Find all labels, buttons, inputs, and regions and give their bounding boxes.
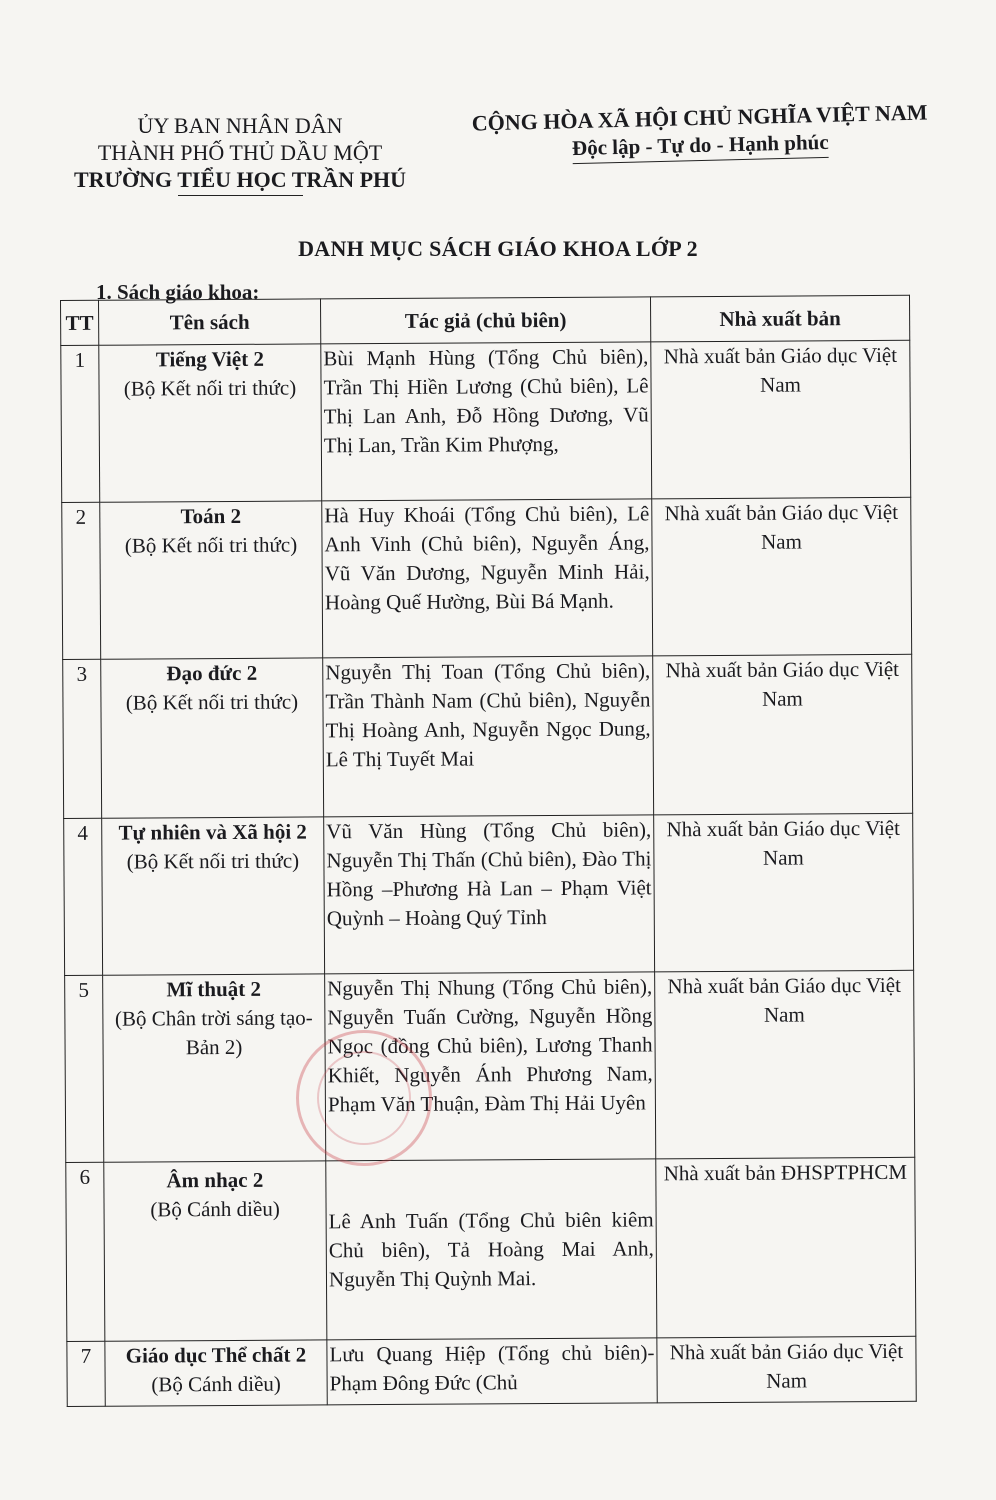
book-series: (Bộ Chân trời sáng tạo- Bản 2)	[114, 1005, 313, 1060]
book-series: (Bộ Kết nối tri thức)	[123, 375, 297, 401]
book-series: (Bộ Cánh diều)	[151, 1371, 281, 1397]
publisher: Nhà xuất bản Giáo dục Việt Nam	[651, 340, 911, 499]
publisher: Nhà xuất bản Giáo dục Việt Nam	[654, 813, 914, 972]
textbook-table	[60, 295, 917, 1407]
table-row	[63, 654, 913, 818]
book-series: (Bộ Kết nối tri thức)	[125, 689, 299, 715]
book-cell	[104, 1161, 327, 1341]
section-heading: 1. Sách giáo khoa:	[96, 280, 260, 304]
book-cell	[103, 974, 326, 1162]
header-left-underline	[178, 195, 303, 196]
row-number: 6	[66, 1162, 105, 1341]
table-row	[64, 813, 914, 975]
authors: Hà Huy Khoái (Tổng Chủ biên), Lê Anh Vinh (Chủ biên), Nguyễn Áng, Vũ Văn Dương, Nguyễn Minh Hải, Hoàng Quế Hường, Bùi Bá Mạnh.	[322, 499, 653, 658]
table-row	[65, 970, 915, 1162]
national-motto: Độc lập - Tự do - Hạnh phúc	[572, 129, 829, 164]
nation-name: CỘNG HÒA XÃ HỘI CHỦ NGHĨA VIỆT NAM	[471, 99, 928, 136]
header-tt: TT	[61, 300, 99, 345]
header-publisher: Nhà xuất bản	[650, 295, 909, 342]
publisher: Nhà xuất bản Giáo dục Việt Nam	[653, 654, 913, 815]
national-header	[439, 98, 960, 168]
row-number: 7	[67, 1341, 105, 1406]
book-name: Đạo đức 2	[166, 660, 258, 686]
book-name: Toán 2	[180, 503, 242, 529]
book-cell	[100, 501, 323, 659]
school-name: TRƯỜNG TIỂU HỌC TRẦN PHÚ	[73, 167, 407, 192]
book-series: (Bộ Kết nối tri thức)	[124, 532, 298, 558]
book-name: Tự nhiên và Xã hội 2	[118, 819, 307, 845]
book-series: (Bộ Cánh diều)	[150, 1196, 280, 1222]
row-number: 3	[63, 659, 102, 818]
row-number: 4	[64, 818, 103, 975]
book-name: Mĩ thuật 2	[166, 976, 262, 1002]
authors: Lê Anh Tuấn (Tổng Chủ biên kiêm Chủ biên), Tả Hoàng Mai Anh, Nguyễn Thị Quỳnh Mai.	[326, 1159, 657, 1340]
book-series: (Bộ Kết nối tri thức)	[126, 848, 300, 874]
publisher: Nhà xuất bản Giáo dục Việt Nam	[652, 497, 912, 656]
row-number: 1	[61, 345, 100, 502]
header-book-name: Tên sách	[99, 299, 321, 345]
row-number: 2	[62, 502, 101, 659]
header-author: Tác giả (chủ biên)	[320, 297, 650, 344]
book-cell	[102, 817, 325, 975]
book-name: Giáo dục Thể chất 2	[125, 1342, 307, 1368]
issuing-authority	[40, 112, 440, 196]
book-cell	[99, 344, 322, 502]
table-row	[67, 1336, 916, 1406]
table-row	[62, 497, 912, 659]
table-row	[61, 340, 911, 502]
authority-line-1: ỦY BAN NHÂN DÂN	[137, 113, 343, 138]
publisher: Nhà xuất bản Giáo dục Việt Nam	[657, 1336, 916, 1403]
book-name: Âm nhạc 2	[166, 1167, 264, 1193]
authors: Vũ Văn Hùng (Tổng Chủ biên), Nguyễn Thị Thấn (Chủ biên), Đào Thị Hồng –Phương Hà Lan – Phạm Việt Quỳnh – Hoàng Quý Tỉnh	[324, 815, 655, 974]
book-cell	[105, 1340, 327, 1406]
authors: Bùi Mạnh Hùng (Tổng Chủ biên), Trần Thị Hiền Lương (Chủ biên), Lê Thị Lan Anh, Đỗ Hồng Dương, Vũ Thị Lan, Trần Kim Phượng,	[321, 342, 652, 501]
book-name: Tiếng Việt 2	[155, 346, 264, 372]
table-row	[66, 1157, 916, 1341]
authors: Nguyễn Thị Nhung (Tổng Chủ biên), Nguyễn Tuấn Cường, Nguyễn Hồng Ngọc (đồng Chủ biên), Lương Thanh Khiết, Nguyễn Ánh Phương Nam, Phạm Văn Thuận, Đàm Thị Hải Uyên	[325, 972, 656, 1161]
authors: Lưu Quang Hiệp (Tổng chủ biên)- Phạm Đông Đức (Chủ	[327, 1338, 657, 1405]
authors: Nguyễn Thị Toan (Tổng Chủ biên), Trần Thành Nam (Chủ biên), Nguyễn Thị Hoàng Anh, Nguyễn Ngọc Dung, Lê Thị Tuyết Mai	[323, 656, 654, 817]
table-header-row	[61, 295, 910, 345]
row-number: 5	[65, 975, 104, 1162]
authority-line-2: THÀNH PHỐ THỦ DẦU MỘT	[97, 140, 383, 165]
document-title: DANH MỤC SÁCH GIÁO KHOA LỚP 2	[298, 236, 698, 261]
publisher: Nhà xuất bản Giáo dục Việt Nam	[655, 970, 915, 1159]
book-cell	[101, 658, 324, 818]
publisher: Nhà xuất bản ĐHSPTPHCM	[656, 1157, 916, 1338]
